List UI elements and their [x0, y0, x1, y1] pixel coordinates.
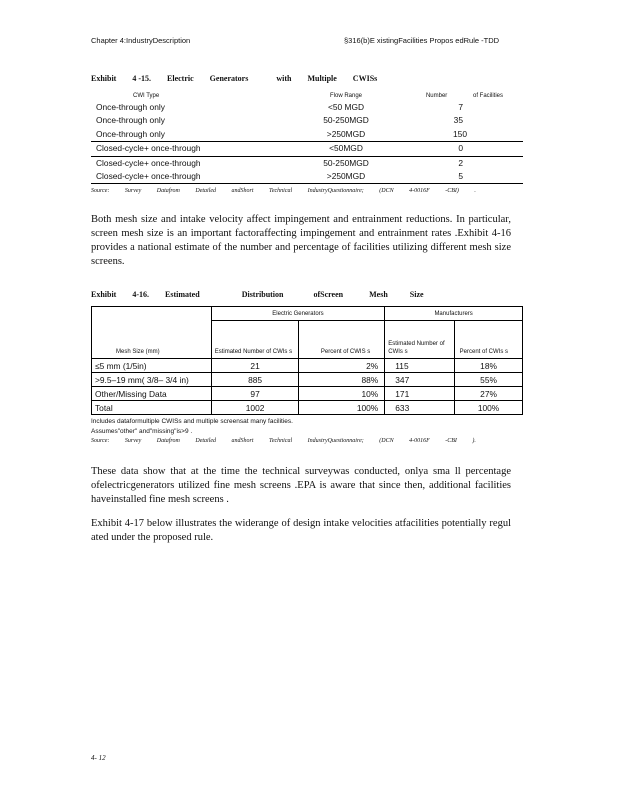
exhibit-title-word: 4-16.	[132, 290, 150, 299]
cwi-type-cell: Closed-cycle+ once-through	[91, 142, 283, 156]
column-header-part: of Facilities	[472, 93, 503, 99]
column-header-row	[92, 321, 523, 359]
manufacturer-count-cell: 115	[385, 359, 455, 373]
table-row	[91, 142, 523, 156]
running-header-section: §316(b)E xistingFacilities Propos edRule -TDD	[344, 36, 500, 45]
exhibit-4-15-table	[91, 91, 523, 184]
exhibit-title-word: CWISs	[352, 74, 378, 83]
cwi-type-cell: Once-through only	[96, 128, 165, 139]
mesh-size-cell: >9.5–19 mm( 3/8– 3/4 in)	[92, 373, 212, 387]
flow-range-cell: <50 MGD	[327, 102, 365, 112]
exhibit-title-word: with	[276, 74, 292, 83]
column-header-part: Number	[425, 93, 448, 99]
column-header-percent: Percent of CWIs s	[455, 321, 523, 359]
facility-count-cell: 150	[453, 128, 467, 139]
exhibit-4-15-source: Source: Survey Datafrom Detailed andShort Technical IndustryQuestionnaire; (DCN 4-0016F -CBI) .	[91, 188, 476, 194]
manufacturer-total-cell: 633	[385, 401, 455, 415]
table-footnote: Includes dataformultiple CWISs and multiple screensat many facilities.	[91, 418, 293, 425]
table-row	[92, 359, 523, 373]
page-number: 4- 12	[91, 754, 106, 762]
paragraph-exhibit-4-17-intro: Exhibit 4-17 below illustrates the widerange of design intake velocities atfacilities potentially regul ated under the proposed rule.	[91, 518, 511, 543]
flow-range-cell: <50MGD	[283, 142, 409, 156]
cwi-type-cell: Once-through only	[96, 102, 165, 112]
facility-count-cell: 2	[409, 156, 523, 170]
paragraph-mesh-size: Both mesh size and intake velocity affect impingement and entrainment reductions. In particular, screen mesh size is an important factoraffecting impingement and entrainment rates .Exhibit 4-16 provides a national estimate of the number and percentage of facilities utilizing different mesh size screens.	[91, 214, 511, 267]
table-footnote: Assumes"other" and"missing"is>9 .	[91, 428, 193, 435]
generator-count-cell: 97	[211, 387, 299, 401]
flow-range-cell: >250MGD	[283, 170, 409, 184]
generator-percent-cell: 10%	[299, 387, 385, 401]
column-header-mesh: Mesh Size (mm)	[92, 321, 212, 359]
table-row	[91, 156, 523, 170]
column-header	[409, 91, 523, 101]
facility-count-cell: 7	[458, 102, 463, 112]
total-label-cell: Total	[92, 401, 212, 415]
table-header-row	[91, 91, 523, 101]
group-header-row	[92, 307, 523, 321]
manufacturer-count-cell: 347	[385, 373, 455, 387]
table-row	[91, 170, 523, 184]
manufacturer-percent-total-cell: 100%	[455, 401, 523, 415]
facility-count-cell: 0	[409, 142, 523, 156]
facility-count-cell: 5	[409, 170, 523, 184]
running-header-chapter: Chapter 4:IndustryDescription	[91, 36, 191, 45]
manufacturer-count-cell: 171	[385, 387, 455, 401]
exhibit-title-word: Multiple	[307, 74, 337, 83]
column-header-number: Estimated Number of CWIs s	[385, 321, 455, 359]
exhibit-title-word: Electric	[167, 74, 194, 83]
generator-percent-cell: 88%	[299, 373, 385, 387]
generator-percent-cell: 2%	[299, 359, 385, 373]
flow-range-cell: >250MGD	[326, 128, 366, 139]
mesh-size-cell: ≤5 mm (1/5in)	[92, 359, 212, 373]
exhibit-title-word: Distribution	[241, 290, 284, 299]
exhibit-title-word: 4 -15.	[132, 74, 152, 83]
column-header-number: Estimated Number of CWIs s	[211, 321, 299, 359]
column-header-percent: Percent of CWIS s	[299, 321, 385, 359]
exhibit-title-word: Exhibit	[91, 290, 117, 299]
cwi-type-cell: Closed-cycle+ once-through	[91, 156, 283, 170]
table-total-row	[92, 401, 523, 415]
generator-count-cell: 885	[211, 373, 299, 387]
cwi-type-cell: Once-through only	[96, 115, 165, 126]
table-row	[91, 128, 523, 142]
manufacturer-percent-cell: 55%	[455, 373, 523, 387]
blank-cell	[92, 307, 212, 321]
generator-total-cell: 1002	[211, 401, 299, 415]
exhibit-title-word: Mesh	[369, 290, 388, 299]
mesh-size-cell: Other/Missing Data	[92, 387, 212, 401]
paragraph-survey-results: These data show that at the time the technical surveywas conducted, onlya sma ll percentage ofelectricgenerators utilized fine mesh screens .EPA is aware that since then, additional facilities haveinstalled fine mesh screens .	[91, 466, 511, 505]
group-header-manufacturers: Manufacturers	[385, 307, 523, 321]
table-row	[92, 387, 523, 401]
exhibit-title-word: Size	[409, 290, 424, 299]
manufacturer-percent-cell: 18%	[455, 359, 523, 373]
exhibit-title-word: Estimated	[165, 290, 200, 299]
exhibit-4-16-table	[91, 306, 523, 415]
exhibit-title-word: ofScreen	[313, 290, 344, 299]
exhibit-4-16-source: Source: Survey Datafrom Detailed andShort Technical IndustryQuestionnaire; (DCN 4-0016F -CBI ).	[91, 438, 476, 444]
flow-range-cell: 50-250MGD	[323, 115, 369, 126]
exhibit-4-16-title	[91, 290, 438, 299]
generator-count-cell: 21	[211, 359, 299, 373]
column-header: Flow Range	[329, 93, 362, 99]
group-header-generators: Electric Generators	[211, 307, 385, 321]
generator-percent-total-cell: 100%	[299, 401, 385, 415]
table-row	[91, 101, 523, 114]
column-header: CWI Type	[133, 93, 160, 99]
flow-range-cell: 50-250MGD	[283, 156, 409, 170]
exhibit-title-word: Exhibit	[91, 74, 117, 83]
exhibit-title-word: Generators	[209, 74, 249, 83]
manufacturer-percent-cell: 27%	[455, 387, 523, 401]
table-row	[92, 373, 523, 387]
cwi-type-cell: Closed-cycle+ once-through	[91, 170, 283, 184]
table-row	[91, 114, 523, 127]
facility-count-cell: 35	[453, 115, 463, 126]
exhibit-4-15-title	[91, 74, 391, 83]
